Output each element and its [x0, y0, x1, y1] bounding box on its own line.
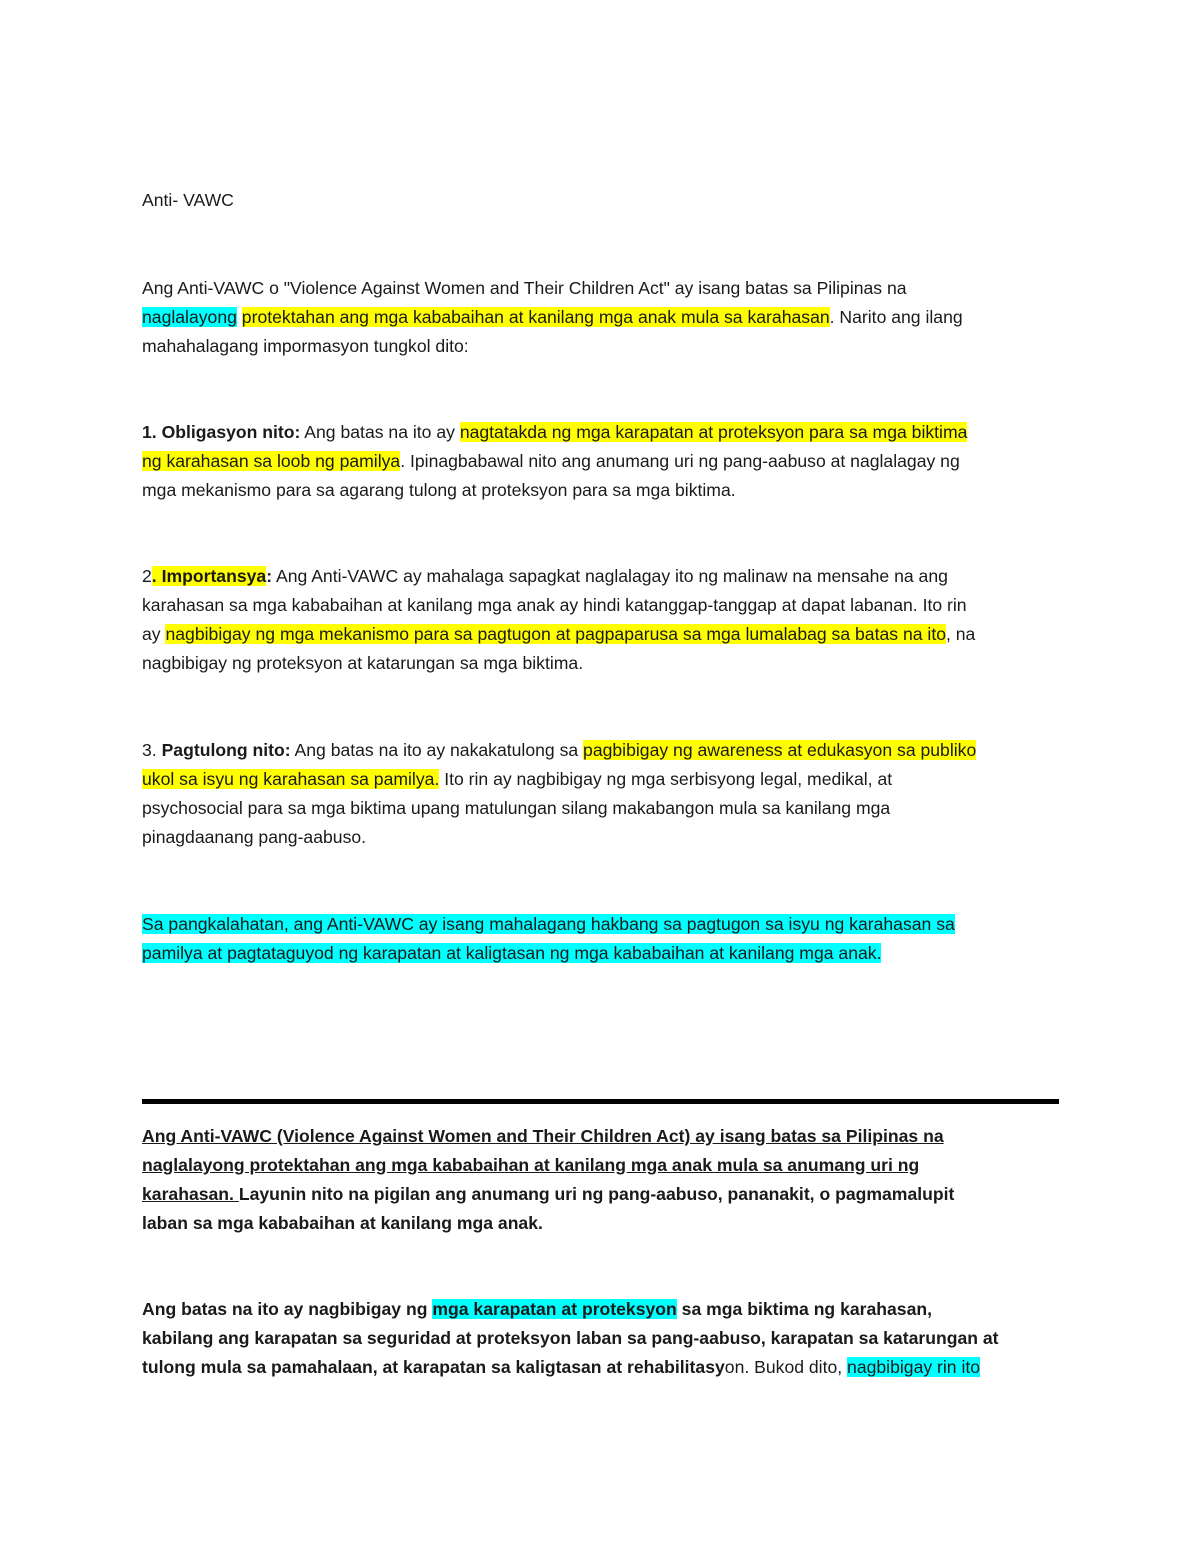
point-3-highlight-1: pagbibigay ng awareness at edukasyon sa publiko: [583, 740, 977, 760]
section-2-p1-underline-2: naglalayong protektahan ang mga kababaihan at kanilang mga anak mula sa anumang uri ng: [142, 1155, 920, 1175]
intro-highlight-yellow: protektahan ang mga kababaihan at kanilang mga anak mula sa karahasan: [241, 307, 830, 327]
point-3-line-3: psychosocial para sa mga biktima upang matulungan silang makabangon mula sa kanilang mga: [142, 798, 891, 818]
point-2-heading-colon: :: [266, 566, 273, 586]
intro-line-2: [142, 303, 1062, 332]
section-2-p2-line-3-normal: on. Bukod dito,: [724, 1357, 848, 1377]
document-title: [142, 186, 1062, 215]
intro-line-2-rest: . Narito ang ilang: [829, 307, 963, 327]
point-1-paragraph: [142, 418, 1062, 505]
section-2-p1-underline-1: Ang Anti-VAWC (Violence Against Women and Their Children Act) ay isang batas sa Pilipinas na: [142, 1126, 944, 1146]
intro-line-3: mahahalagang impormasyon tungkol dito:: [142, 336, 469, 356]
point-1-line-1: [142, 418, 1062, 447]
point-1-line-1-text: Ang batas na ito ay: [300, 422, 460, 442]
point-2-line-3: [142, 620, 1062, 649]
point-3-paragraph: [142, 736, 1062, 852]
point-1-highlight-1: nagtatakda ng mga karapatan at proteksyon para sa mga biktima: [459, 422, 968, 442]
section-2-paragraph-2: [142, 1295, 1062, 1382]
document-title-text: Anti- VAWC: [142, 190, 234, 210]
section-2-p2-line-3: [142, 1353, 1062, 1382]
intro-highlight-cyan: naglalayong: [142, 307, 237, 327]
point-3-line-2-rest: Ito rin ay nagbibigay ng mga serbisyong legal, medikal, at: [439, 769, 893, 789]
point-2-number: 2: [142, 566, 152, 586]
section-2-p2-highlight-1: mga karapatan at proteksyon: [432, 1299, 677, 1319]
point-2-line-3-rest: , na: [946, 624, 976, 644]
point-2-line-4: nagbibigay ng proteksyon at katarungan sa mga biktima.: [142, 653, 584, 673]
point-2-line-3-pre: ay: [142, 624, 166, 644]
intro-line-1: Ang Anti-VAWC o "Violence Against Women and Their Children Act" ay isang batas sa Pilipinas na: [142, 278, 907, 298]
section-2-paragraph-1: [142, 1122, 1062, 1238]
point-3-highlight-2: ukol sa isyu ng karahasan sa pamilya.: [142, 769, 440, 789]
section-2-p1-line-2: [142, 1151, 1062, 1180]
point-1-heading: Obligasyon nito:: [156, 422, 301, 442]
section-2-p1-line-4: laban sa mga kababaihan at kanilang mga anak.: [142, 1213, 543, 1233]
section-2-p1-line-1: [142, 1122, 1062, 1151]
section-2-p1-line-3: [142, 1180, 1062, 1209]
section-2-p1-underline-3: karahasan.: [142, 1184, 239, 1204]
section-2-p2-line-2: kabilang ang karapatan sa seguridad at proteksyon laban sa pang-aabuso, karapatan sa katarungan at: [142, 1328, 999, 1348]
point-1-number: 1.: [142, 422, 157, 442]
section-2-p1-line-3-rest: Layunin nito na pigilan ang anumang uri ng pang-aabuso, pananakit, o pagmamalupit: [238, 1184, 955, 1204]
horizontal-divider: [142, 1099, 1059, 1104]
point-2-highlight: nagbibigay ng mga mekanismo para sa pagtugon at pagpaparusa sa mga lumalabag sa batas na ito: [165, 624, 946, 644]
summary-highlight-1: Sa pangkalahatan, ang Anti-VAWC ay isang mahalagang hakbang sa pagtugon sa isyu ng karahasan sa: [142, 914, 955, 934]
section-2-p2-line-1-rest: sa mga biktima ng karahasan,: [676, 1299, 933, 1319]
point-2-line-2: karahasan sa mga kababaihan at kanilang mga anak ay hindi katanggap-tanggap at dapat labanan. Ito rin: [142, 595, 967, 615]
summary-line-2: [142, 939, 1062, 968]
point-1-line-2-rest: . Ipinagbabawal nito ang anumang uri ng pang-aabuso at naglalagay ng: [400, 451, 960, 471]
section-2-p2-line-3-bold: tulong mula sa pamahalaan, at karapatan sa kaligtasan at rehabilitasy: [142, 1357, 725, 1377]
point-2-line-1: [142, 562, 1062, 591]
point-3-number: 3.: [142, 740, 157, 760]
point-2-line-1-text: Ang Anti-VAWC ay mahalaga sapagkat naglalagay ito ng malinaw na mensahe na ang: [272, 566, 948, 586]
point-1-line-2: [142, 447, 1062, 476]
summary-paragraph: [142, 910, 1062, 968]
point-3-heading: Pagtulong nito:: [156, 740, 291, 760]
point-2-heading: . Importansya: [151, 566, 267, 586]
point-1-highlight-2: ng karahasan sa loob ng pamilya: [142, 451, 401, 471]
intro-paragraph: [142, 274, 1062, 361]
point-1-line-3: mga mekanismo para sa agarang tulong at proteksyon para sa mga biktima.: [142, 480, 736, 500]
section-2-p2-line-1-pre: Ang batas na ito ay nagbibigay ng: [142, 1299, 433, 1319]
summary-highlight-2: pamilya at pagtataguyod ng karapatan at kaligtasan ng mga kababaihan at kanilang mga anak.: [142, 943, 882, 963]
point-3-line-4: pinagdaanang pang-aabuso.: [142, 827, 367, 847]
point-3-line-1: [142, 736, 1062, 765]
summary-line-1: [142, 910, 1062, 939]
section-2-p2-line-1: [142, 1295, 1062, 1324]
point-2-paragraph: [142, 562, 1062, 678]
section-2-p2-highlight-2: nagbibigay rin ito: [847, 1357, 981, 1377]
point-3-line-1-text: Ang batas na ito ay nakakatulong sa: [290, 740, 584, 760]
point-3-line-2: [142, 765, 1062, 794]
